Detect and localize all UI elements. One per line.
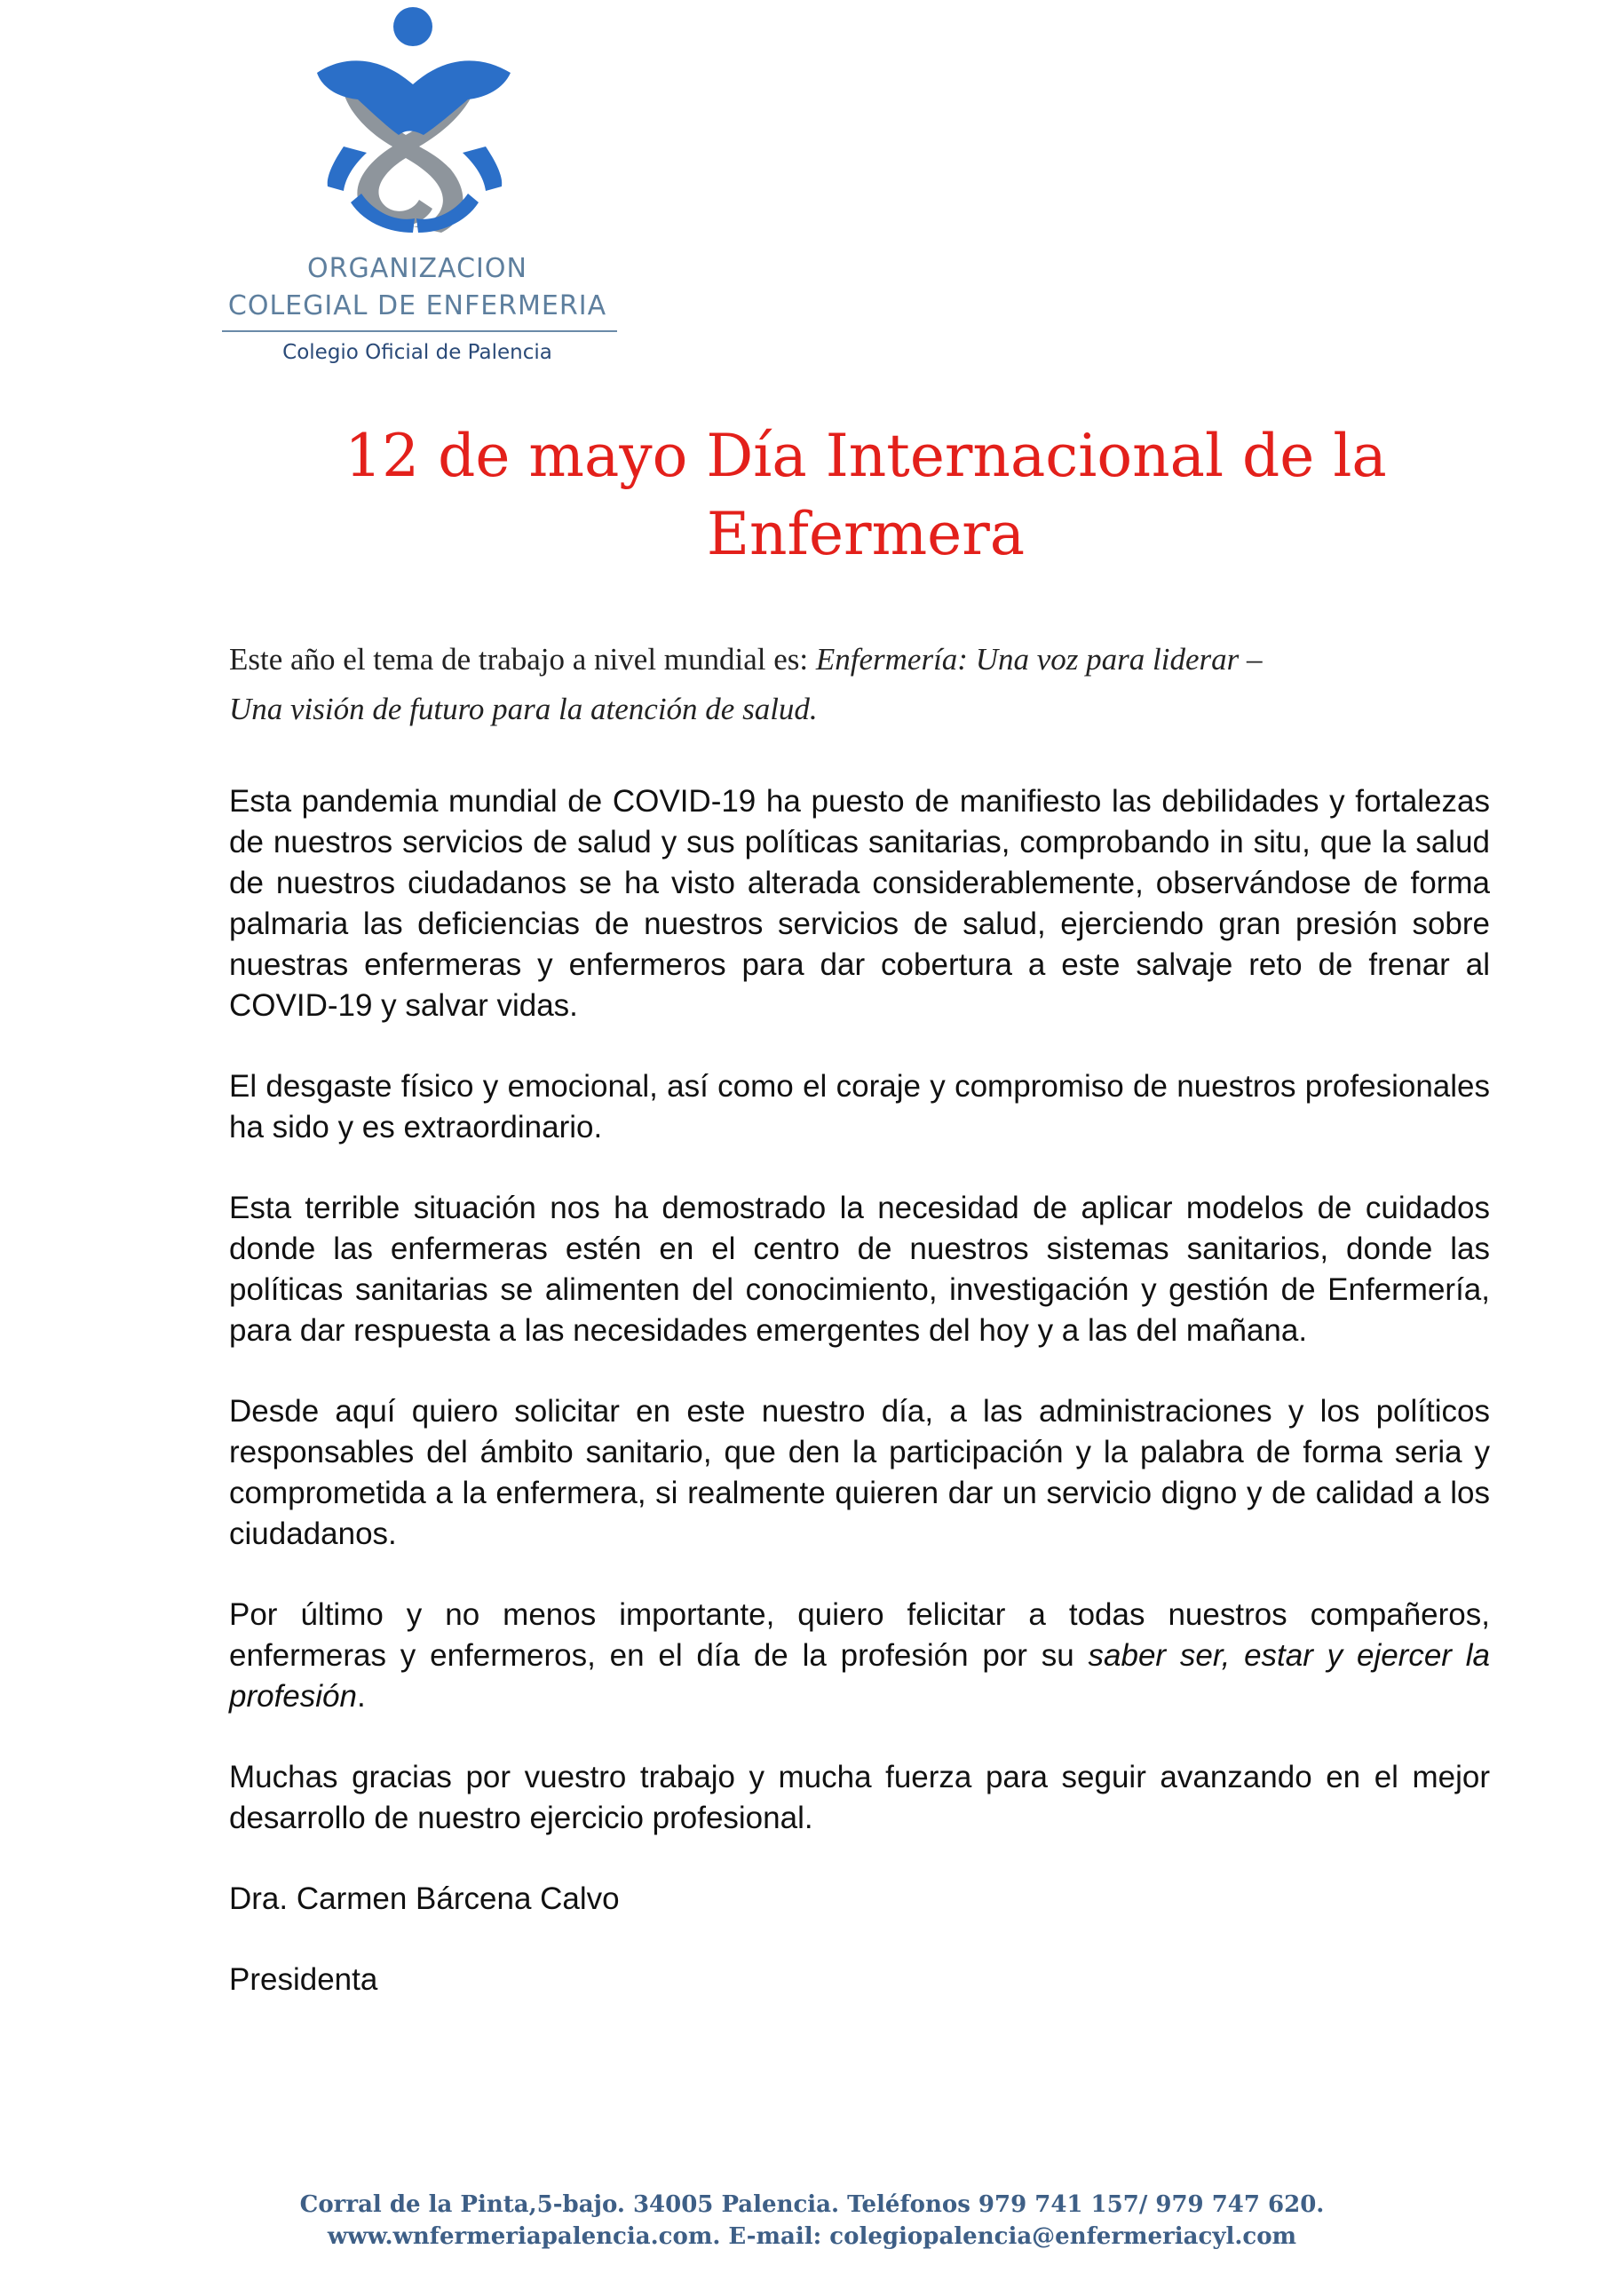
signature-name: Dra. Carmen Bárcena Calvo [229,1881,620,1916]
paragraph-effort: El desgaste físico y emocional, así como el coraje y compromiso de nuestros profesionales ha sido y es extraordinario. [229,1069,1490,1144]
paragraph-care-models: Esta terrible situación nos ha demostrado la necesidad de aplicar modelos de cuidados donde las enfermeras estén en el centro de nuestros sistemas sanitarios, donde las políticas sanitarias se alimenten del conocimiento, investigación y gestión de Enfermería, para dar respuesta a las necesidades emergentes del hoy y a las del mañana. [229,1191,1490,1348]
document-title [178,417,1554,574]
signature-role: Presidenta [229,1962,378,1997]
theme-emphasis-2: Una visión de futuro para la atención de salud. [229,692,818,726]
org-subtitle: Colegio Oficial de Palencia [282,341,552,364]
org-name-line2: COLEGIAL DE ENFERMERIA [227,290,607,321]
title-line1: 12 de mayo Día Internacional de la [345,422,1387,490]
nursing-organization-logo-icon [308,0,521,233]
paragraph-congratulations-emphasis: saber ser, estar y ejercer la profesión [229,1638,1490,1714]
theme-lead: Este año el tema de trabajo a nivel mundial es: [229,642,816,677]
paragraph-congratulations-lead: Por último y no menos importante, quiero felicitar a todas nuestros compañeros, enfermeras y enfermeros, en el día de la profesión por su [229,1597,1490,1673]
org-name-line1: ORGANIZACION [307,253,527,284]
footer-address: Corral de la Pinta,5-bajo. 34005 Palencia. Teléfonos 979 741 157/ 979 747 620. [299,2191,1325,2218]
paragraph-thanks: Muchas gracias por vuestro trabajo y mucha fuerza para seguir avanzando en el mejor desarrollo de nuestro ejercicio profesional. [229,1760,1490,1835]
theme-dash: – [1239,642,1263,677]
header-divider [222,330,617,332]
paragraph-congratulations [229,1595,1490,1717]
theme-emphasis: Enfermería: Una voz para liderar [815,642,1240,677]
organization-header [209,0,626,382]
footer-contact [0,2189,1624,2253]
theme-statement [229,635,1517,734]
paragraph-pandemic: Esta pandemia mundial de COVID-19 ha puesto de manifiesto las debilidades y fortalezas de nuestros servicios de salud y sus políticas sanitarias, comprobando in situ, que la salud de nuestros ciudadanos se ha visto alterada considerablemente, observándose de forma palmaria las deficiencias de nuestros servicios de salud, ejerciendo gran presión sobre nuestras enfermeras y enfermeros para dar cobertura a este salvaje reto de frenar al COVID-19 y salvar vidas. [229,784,1490,1023]
footer-web-email: www.wnfermeriapalencia.com. E-mail: colegiopalencia@enfermeriacyl.com [327,2223,1297,2250]
letter-body [229,781,1490,2040]
paragraph-congratulations-end: . [356,1679,366,1714]
paragraph-request: Desde aquí quiero solicitar en este nuestro día, a las administraciones y los políticos responsables del ámbito sanitario, que den la participación y la palabra de forma seria y comprometida a la enfermera, si realmente quieren dar un servicio digno y de calidad a los ciudadanos. [229,1394,1490,1551]
title-line2: Enfermera [706,500,1026,568]
